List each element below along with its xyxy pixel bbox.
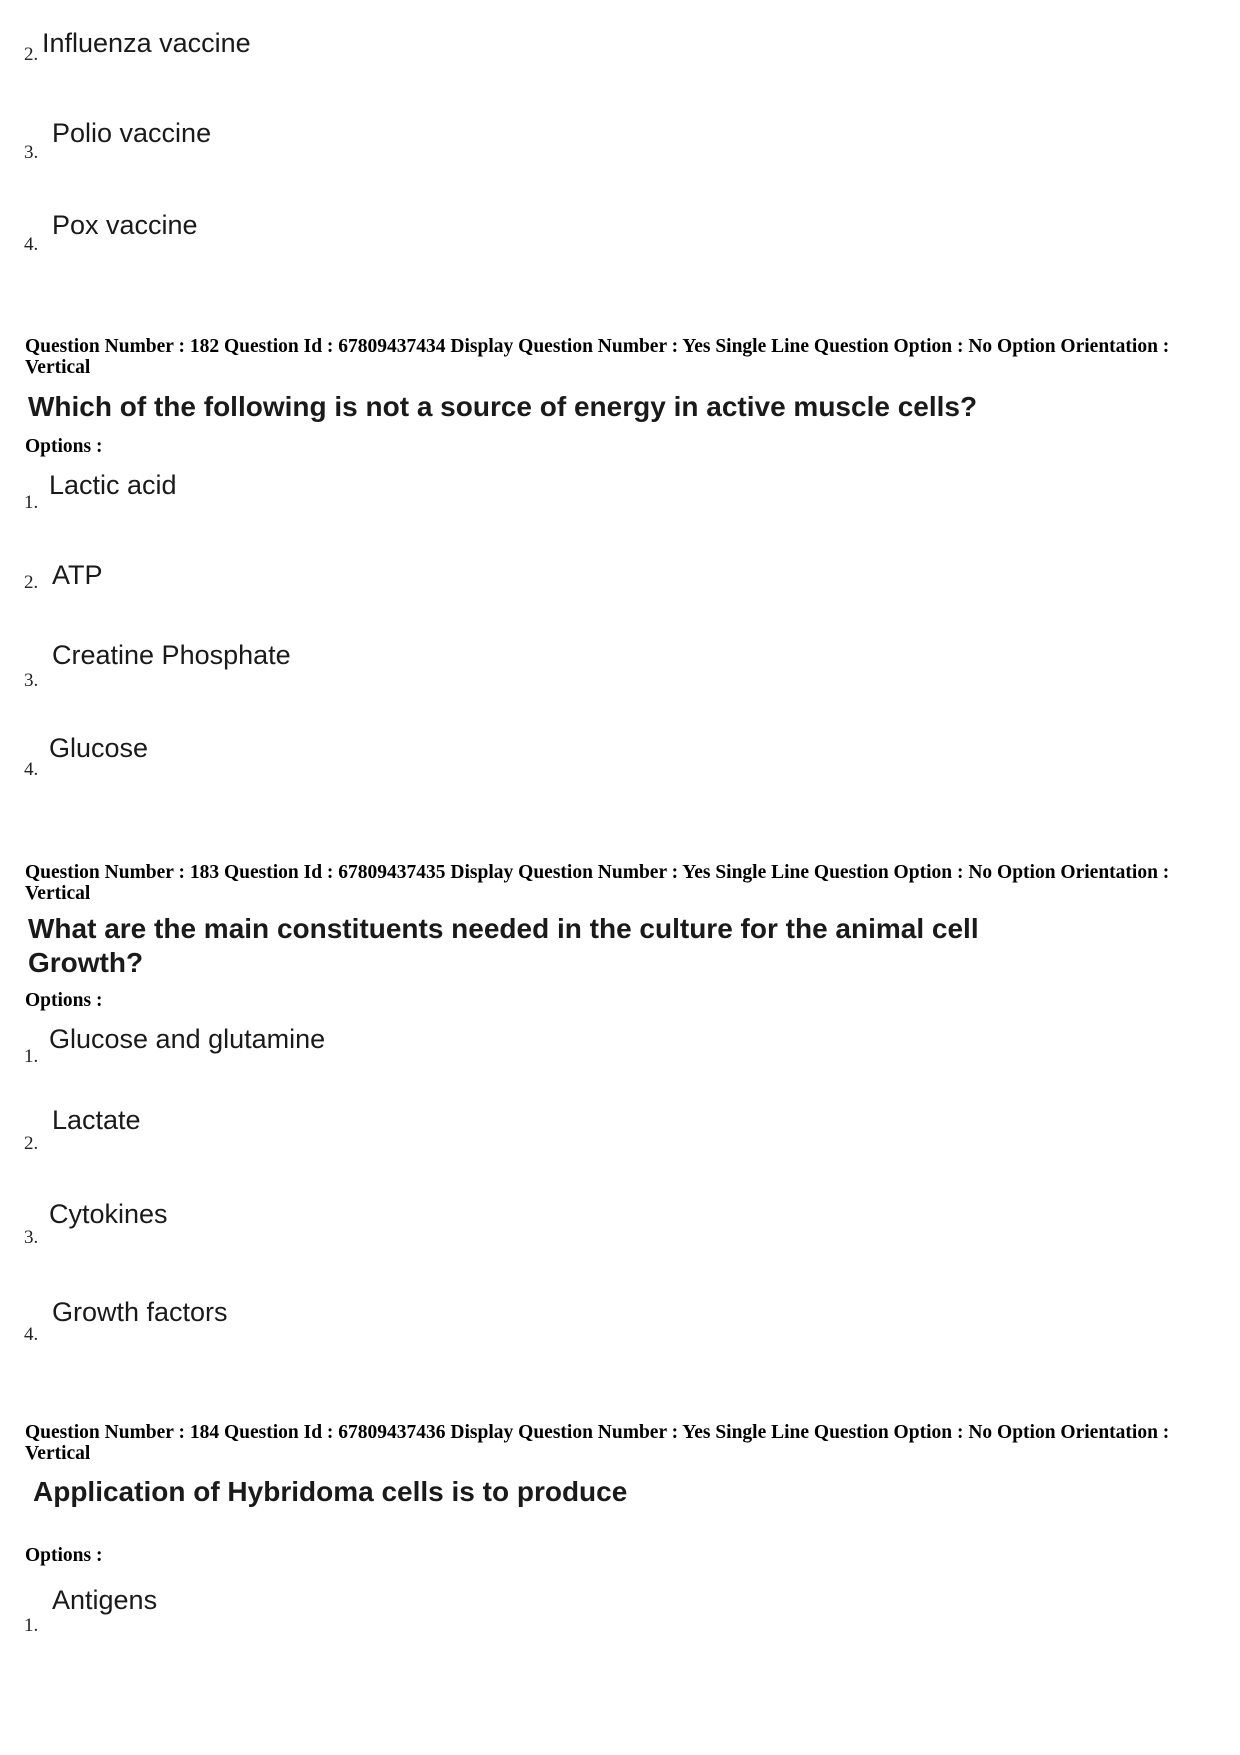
- option-item: [24, 1024, 924, 1084]
- option-item: [24, 640, 924, 700]
- option-text: Cytokines: [49, 1199, 168, 1229]
- question-meta: Question Number : 184 Question Id : 67809437436 Display Question Number : Yes Single Line Question Option : No Option Orientation : Vertical: [25, 1422, 1170, 1464]
- option-number: 4.: [24, 1324, 39, 1345]
- question-text-line-2: Growth?: [28, 947, 144, 978]
- option-text: Growth factors: [52, 1297, 228, 1327]
- option-item: [24, 470, 924, 530]
- option-number: 1.: [24, 492, 39, 513]
- question-text-line-1: What are the main constituents needed in the culture for the animal cell: [28, 913, 979, 944]
- option-number: 2.: [24, 44, 39, 65]
- option-text: Influenza vaccine: [42, 28, 251, 58]
- option-item: [24, 1297, 924, 1357]
- option-text: Creatine Phosphate: [52, 640, 291, 670]
- question-text: Application of Hybridoma cells is to produce: [33, 1476, 628, 1507]
- option-item: [24, 118, 924, 178]
- question-meta: Question Number : 182 Question Id : 67809437434 Display Question Number : Yes Single Line Question Option : No Option Orientation : Vertical: [25, 336, 1170, 378]
- question-text: Which of the following is not a source of energy in active muscle cells?: [28, 391, 978, 422]
- option-text: Lactate: [52, 1105, 141, 1135]
- option-number: 2.: [24, 572, 39, 593]
- option-text: Pox vaccine: [52, 210, 198, 240]
- option-item: [24, 210, 924, 270]
- option-item: [24, 560, 924, 620]
- option-number: 3.: [24, 670, 39, 691]
- options-label: Options :: [25, 990, 103, 1011]
- option-item: [24, 1585, 924, 1645]
- option-item: [24, 1105, 924, 1165]
- options-label: Options :: [25, 436, 103, 457]
- option-text: Lactic acid: [49, 470, 177, 500]
- option-text: ATP: [52, 560, 103, 590]
- option-number: 4.: [24, 759, 39, 780]
- option-number: 2.: [24, 1133, 39, 1154]
- option-number: 1.: [24, 1046, 39, 1067]
- option-item: [24, 733, 924, 793]
- option-number: 3.: [24, 1227, 39, 1248]
- option-text: Glucose: [49, 733, 149, 763]
- option-item: [24, 30, 924, 90]
- options-label: Options :: [25, 1545, 103, 1566]
- option-text: Antigens: [52, 1585, 158, 1615]
- option-number: 1.: [24, 1615, 39, 1636]
- option-item: [24, 1199, 924, 1259]
- option-text: Polio vaccine: [52, 118, 212, 148]
- question-meta: Question Number : 183 Question Id : 67809437435 Display Question Number : Yes Single Line Question Option : No Option Orientation : Vertical: [25, 862, 1170, 904]
- option-text: Glucose and glutamine: [49, 1024, 326, 1054]
- option-number: 3.: [24, 142, 39, 163]
- option-number: 4.: [24, 234, 39, 255]
